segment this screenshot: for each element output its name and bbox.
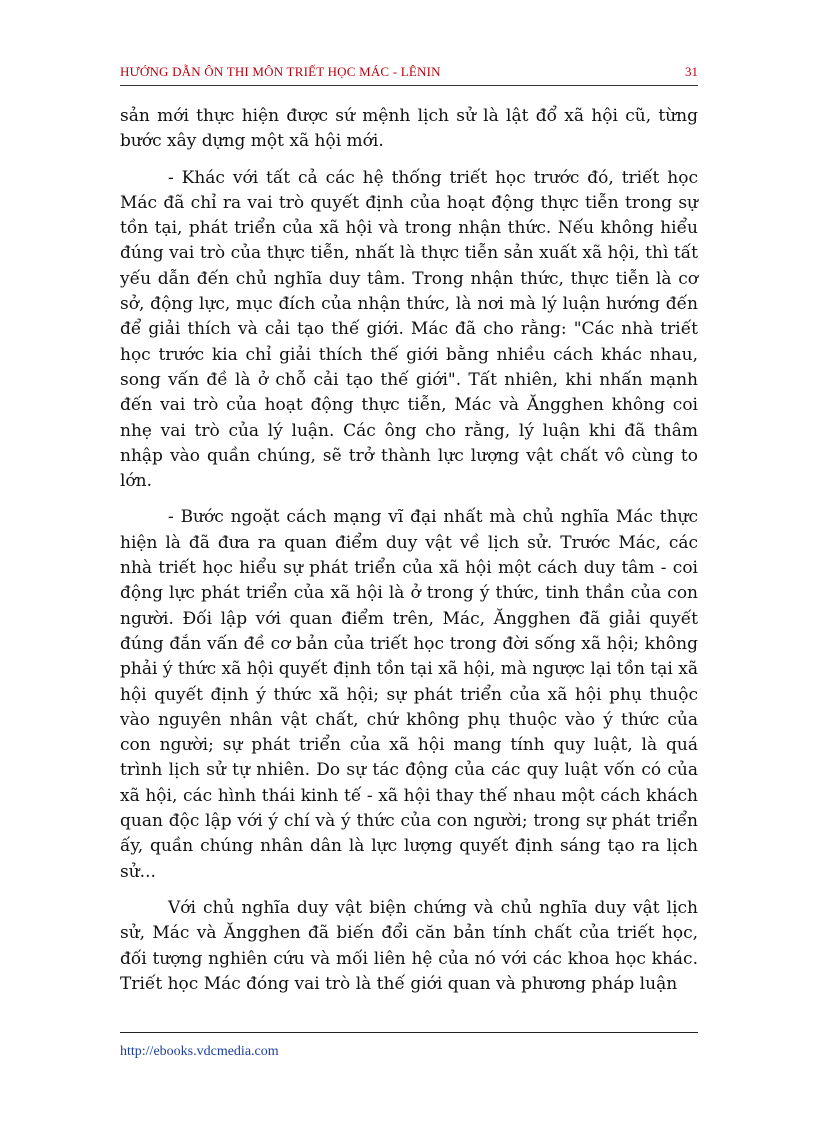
page-footer bbox=[120, 1032, 698, 1060]
page-number: 31 bbox=[685, 64, 698, 79]
page-body bbox=[120, 104, 698, 1008]
footer-divider bbox=[120, 1032, 698, 1033]
footer-url-link[interactable]: http://ebooks.vdcmedia.com bbox=[120, 1044, 279, 1059]
paragraph-continuation: sản mới thực hiện được sứ mệnh lịch sử là lật đổ xã hội cũ, từng bước xây dựng một xã hội mới. bbox=[120, 106, 698, 152]
paragraph-conclusion: Với chủ nghĩa duy vật biện chứng và chủ nghĩa duy vật lịch sử, Mác và Ăngghen đã biến đổi căn bản tính chất của triết học, đối tượng nghiên cứu và mối liên hệ của nó với các khoa học khác. Triết học Mác đóng vai trò là thế giới quan và phương pháp luận bbox=[120, 897, 698, 994]
paragraph-practice-role: - Khác với tất cả các hệ thống triết học trước đó, triết học Mác đã chỉ ra vai trò quyết định của hoạt động thực tiễn trong sự tồn tại, phát triển của xã hội và trong nhận thức. Nếu không hiểu đúng vai trò của thực tiễn, nhất là thực tiễn sản xuất xã hội, thì tất yếu dẫn đến chủ nghĩa duy tâm. Trong nhận thức, thực tiễn là cơ sở, động lực, mục đích của nhận thức, là nơi mà lý luận hướng đến để giải thích và cải tạo thế giới. Mác đã cho rằng: "Các nhà triết học trước kia chỉ giải thích thế giới bằng nhiều cách khác nhau, song vấn đề là ở chỗ cải tạo thế giới". Tất nhiên, khi nhấn mạnh đến vai trò của hoạt động thực tiễn, Mác và Ăngghen không coi nhẹ vai trò của lý luận. Các ông cho rằng, lý luận khi đã thâm nhập vào quần chúng, sẽ trở thành lực lượng vật chất vô cùng to lớn. bbox=[120, 167, 698, 492]
paragraph-historical-materialism: - Bước ngoặt cách mạng vĩ đại nhất mà chủ nghĩa Mác thực hiện là đã đưa ra quan điểm duy vật về lịch sử. Trước Mác, các nhà triết học hiểu sự phát triển của xã hội một cách duy tâm - coi động lực phát triển của xã hội là ở trong ý thức, tinh thần của con người. Đối lập với quan điểm trên, Mác, Ăngghen đã giải quyết đúng đắn vấn đề cơ bản của triết học trong đời sống xã hội; không phải ý thức xã hội quyết định tồn tại xã hội, mà ngược lại tồn tại xã hội quyết định ý thức xã hội; sự phát triển của xã hội phụ thuộc vào nguyên nhân vật chất, chứ không phụ thuộc vào ý thức của con người; sự phát triển của xã hội mang tính quy luật, là quá trình lịch sử tự nhiên. Do sự tác động của các quy luật vốn có của xã hội, các hình thái kinh tế - xã hội thay thế nhau một cách khách quan độc lập với ý chí và ý thức của con người; trong sự phát triển ấy, quần chúng nhân dân là lực lượng quyết định sáng tạo ra lịch sử... bbox=[120, 507, 698, 882]
page-header bbox=[120, 64, 698, 92]
header-divider bbox=[120, 85, 698, 86]
running-title: HƯỚNG DẪN ÔN THI MÔN TRIẾT HỌC MÁC - LÊNIN bbox=[120, 64, 441, 79]
